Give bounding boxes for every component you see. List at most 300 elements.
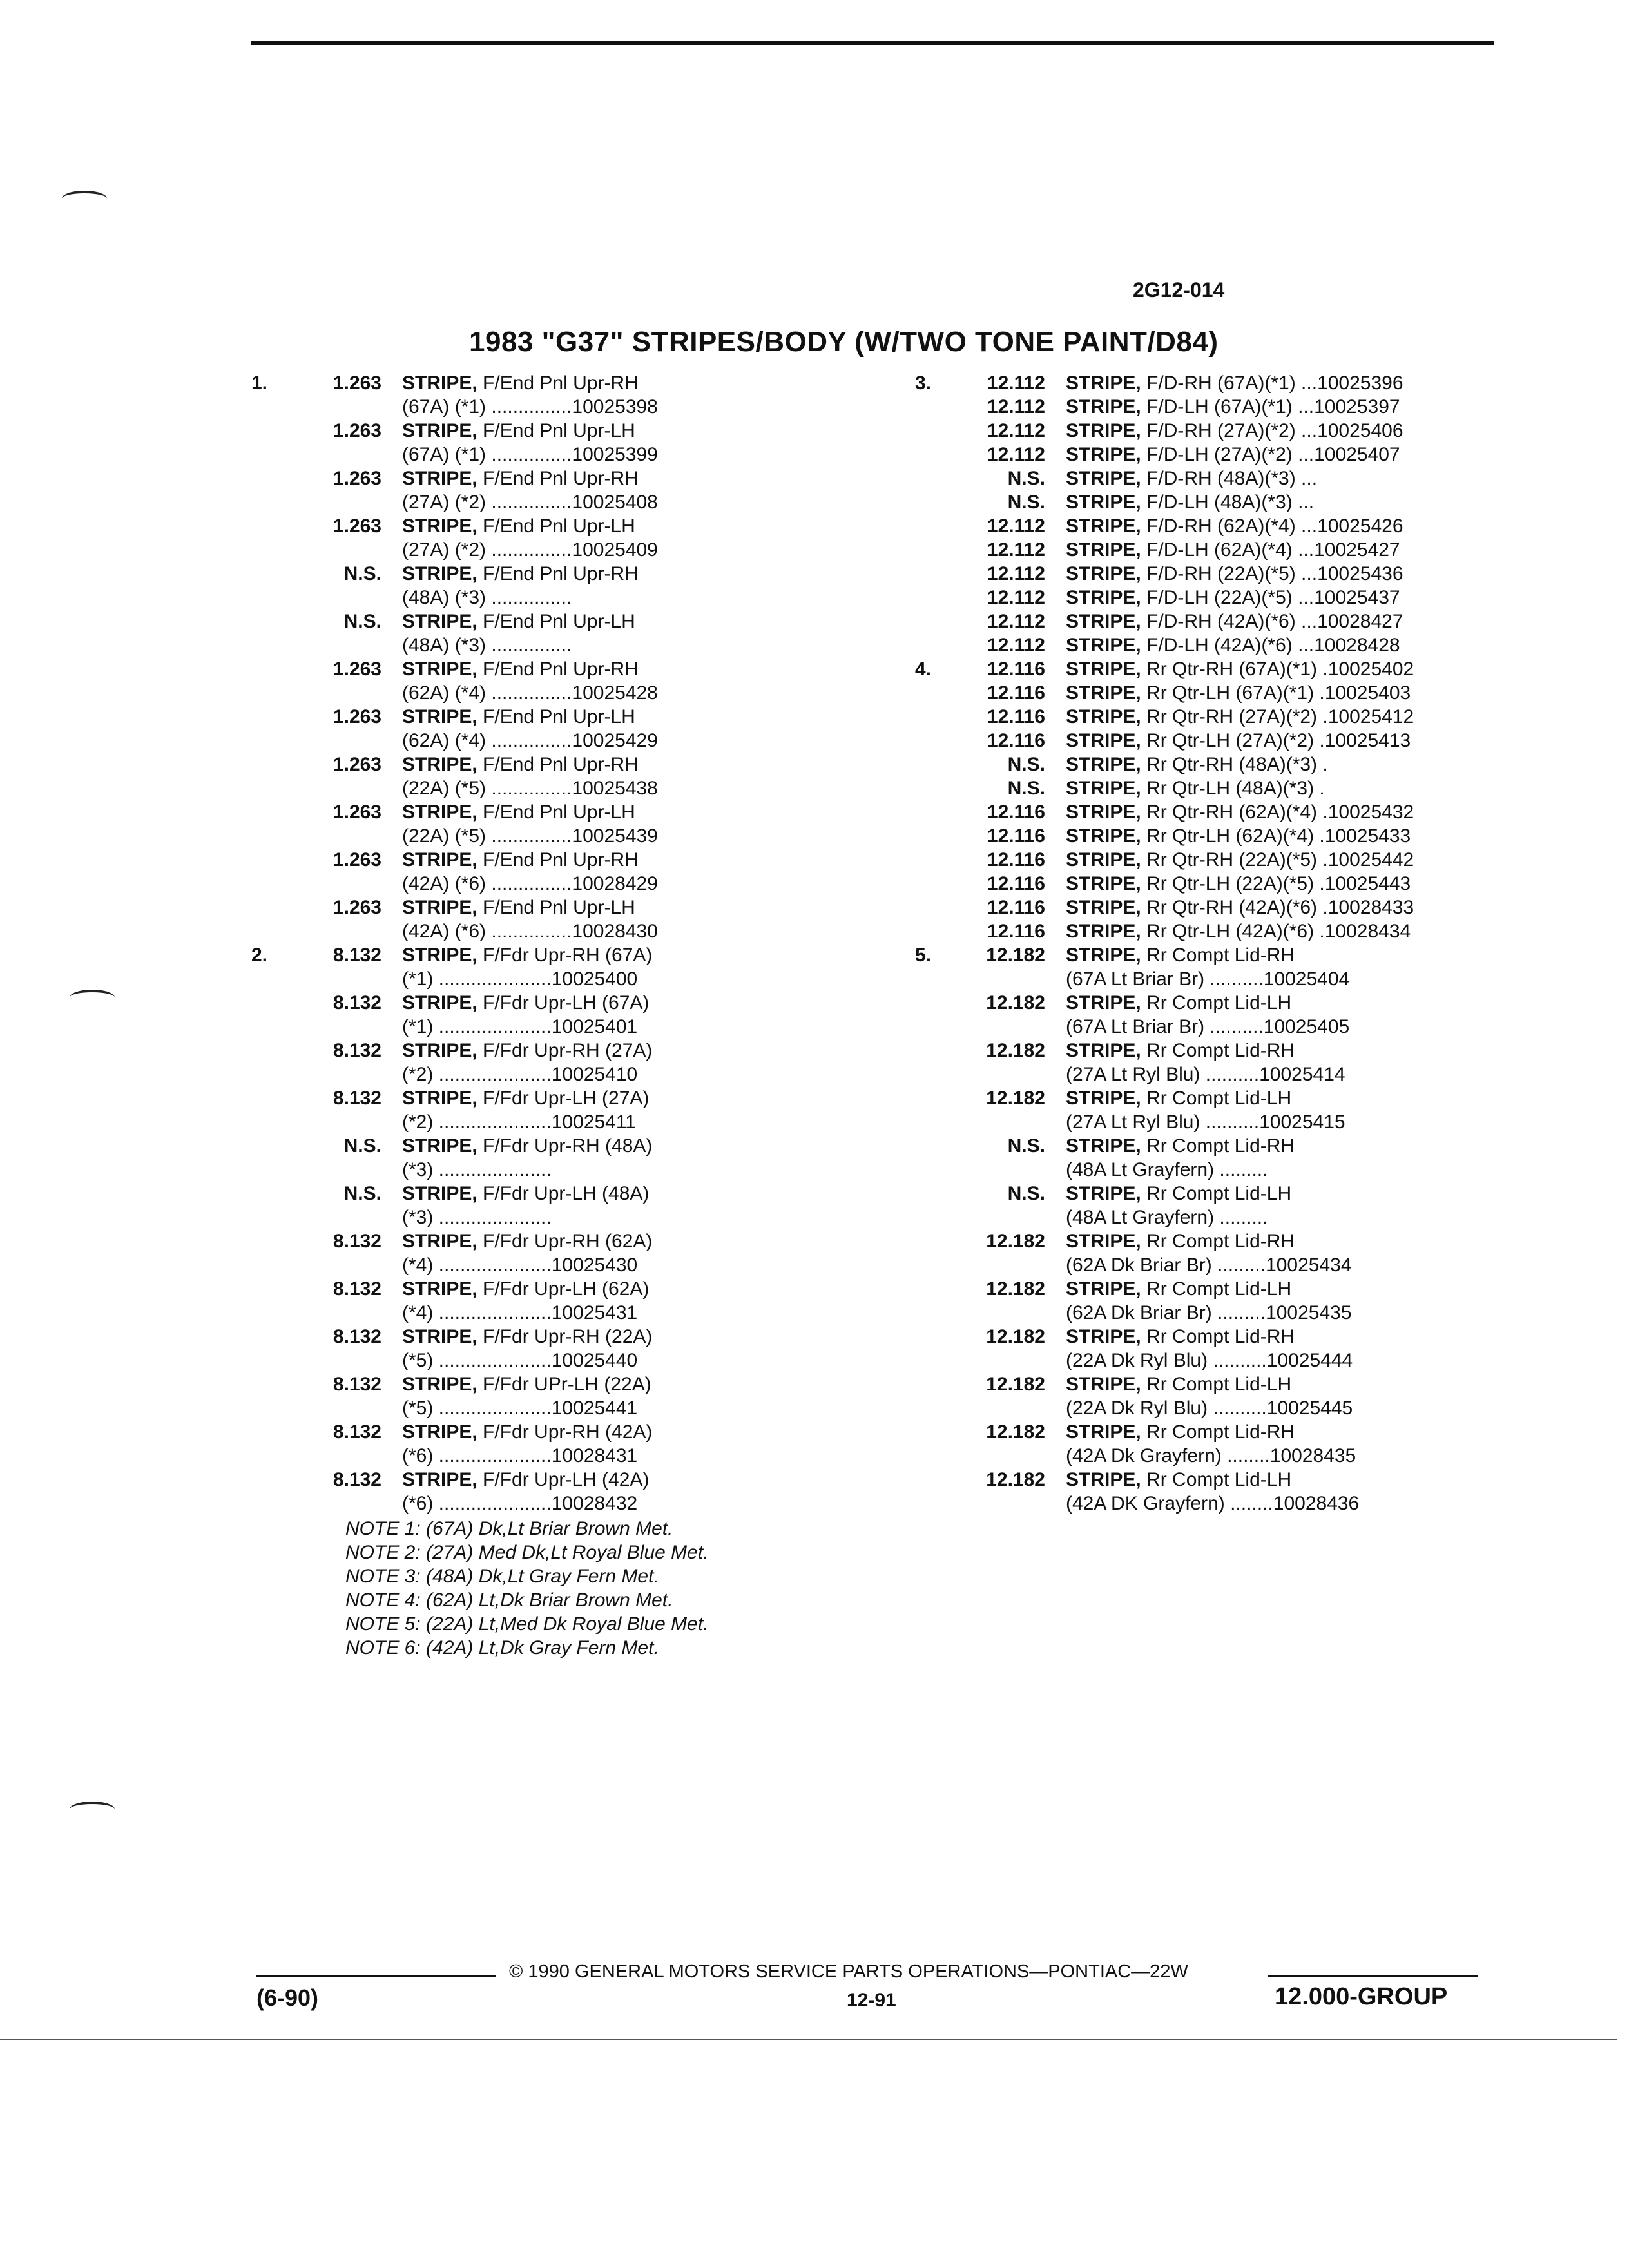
part-number-line: (*6) .....................10028432 <box>402 1493 638 1514</box>
part-name: STRIPE, <box>1066 1183 1141 1204</box>
part-name: STRIPE, <box>402 992 477 1014</box>
part-name: STRIPE, <box>402 1088 477 1109</box>
part-entry <box>915 1325 1527 1372</box>
part-name: STRIPE, <box>1066 539 1141 561</box>
part-name: STRIPE, <box>402 1326 477 1347</box>
callout-number <box>915 1372 956 1420</box>
part-detail: F/Fdr Upr-LH (62A) <box>483 1278 650 1300</box>
callout-number <box>915 443 956 466</box>
part-entry <box>915 1039 1527 1086</box>
part-detail: F/D-LH (27A)(*2) ...10025407 <box>1146 444 1400 465</box>
part-entry <box>251 1134 857 1182</box>
part-description <box>402 657 857 705</box>
part-name: STRIPE, <box>1066 1088 1141 1109</box>
group-code: N.S. <box>343 1135 381 1157</box>
part-name: STRIPE, <box>1066 921 1141 942</box>
part-description <box>1066 824 1527 848</box>
group-code: 12.112 <box>987 635 1045 656</box>
part-number-line: (*3) ..................... <box>402 1159 552 1180</box>
part-description <box>1066 1468 1527 1515</box>
part-name: STRIPE, <box>1066 945 1141 966</box>
part-entry <box>915 1468 1527 1515</box>
part-name: STRIPE, <box>1066 468 1141 489</box>
group-code: N.S. <box>1007 754 1045 775</box>
part-detail: F/End Pnl Upr-LH <box>483 420 635 441</box>
group-code: 12.116 <box>987 682 1045 704</box>
footer-rule-right <box>1268 1975 1478 1977</box>
part-number-line: (62A Dk Briar Br) .........10025435 <box>1066 1302 1352 1323</box>
part-name: STRIPE, <box>1066 658 1141 680</box>
part-entry <box>915 800 1527 824</box>
part-description <box>402 1134 857 1182</box>
part-description <box>1066 872 1527 896</box>
part-entry <box>251 1086 857 1134</box>
callout-number <box>251 514 293 562</box>
part-entry <box>915 848 1527 872</box>
part-entry <box>251 562 857 610</box>
group-code: 12.116 <box>987 897 1045 918</box>
callout-number <box>915 633 956 657</box>
part-detail: F/D-LH (42A)(*6) ...10028428 <box>1146 635 1400 656</box>
part-name: STRIPE, <box>1066 563 1141 584</box>
part-detail: F/Fdr Upr-RH (42A) <box>483 1421 653 1443</box>
part-description <box>402 1039 857 1086</box>
group-code: 8.132 <box>333 1326 381 1347</box>
group-code: 12.112 <box>987 587 1045 608</box>
callout-number: 3. <box>915 372 932 394</box>
part-description <box>402 610 857 657</box>
part-description <box>1066 1134 1527 1182</box>
revision-date: (6-90) <box>256 1984 319 2011</box>
part-description <box>1066 800 1527 824</box>
group-code: 12.182 <box>986 1326 1045 1347</box>
part-detail: F/D-LH (67A)(*1) ...10025397 <box>1146 396 1400 418</box>
part-detail: Rr Compt Lid-LH <box>1146 992 1292 1014</box>
part-description <box>1066 753 1527 776</box>
part-name: STRIPE, <box>402 515 477 537</box>
callout-number: 1. <box>251 372 268 394</box>
part-entry <box>251 1039 857 1086</box>
part-name: STRIPE, <box>402 1469 477 1490</box>
group-code: 12.182 <box>986 1040 1045 1061</box>
part-name: STRIPE, <box>1066 587 1141 608</box>
page-title: 1983 "G37" STRIPES/BODY (W/TWO TONE PAINT/D84) <box>469 326 1219 358</box>
part-name: STRIPE, <box>402 754 477 775</box>
part-name: STRIPE, <box>1066 1326 1141 1347</box>
part-detail: Rr Qtr-RH (42A)(*6) .10028433 <box>1146 897 1414 918</box>
part-number-line: (*4) .....................10025431 <box>402 1302 638 1323</box>
callout-number <box>251 1325 293 1372</box>
part-description <box>1066 633 1527 657</box>
callout-number <box>251 466 293 514</box>
callout-number <box>251 1420 293 1468</box>
part-detail: F/D-RH (27A)(*2) ...10025406 <box>1146 420 1403 441</box>
part-detail: F/End Pnl Upr-RH <box>483 563 639 584</box>
callout-number <box>915 466 956 490</box>
part-name: STRIPE, <box>1066 1421 1141 1443</box>
part-description <box>1066 1086 1527 1134</box>
group-code: 12.182 <box>986 1469 1045 1490</box>
color-note: NOTE 4: (62A) Lt,Dk Briar Brown Met. <box>345 1590 673 1611</box>
group-code: 12.182 <box>986 1278 1045 1300</box>
callout-number <box>251 896 293 943</box>
group-code: 8.132 <box>333 1088 381 1109</box>
part-detail: Rr Qtr-LH (67A)(*1) .10025403 <box>1146 682 1411 704</box>
part-description <box>402 991 857 1039</box>
part-entry <box>251 1182 857 1229</box>
group-code: 12.116 <box>987 658 1045 680</box>
group-code: 12.116 <box>987 730 1045 751</box>
part-description <box>1066 919 1527 943</box>
part-name: STRIPE, <box>1066 897 1141 918</box>
part-name: STRIPE, <box>402 611 477 632</box>
part-entry <box>915 586 1527 610</box>
part-entry <box>915 1372 1527 1420</box>
part-entry <box>915 896 1527 919</box>
part-entry <box>251 1372 857 1420</box>
part-description <box>402 562 857 610</box>
part-description <box>402 1372 857 1420</box>
part-description <box>1066 538 1527 562</box>
group-code: 1.263 <box>333 515 381 537</box>
callout-number <box>915 419 956 443</box>
group-code: N.S. <box>1007 492 1045 513</box>
part-entry <box>915 991 1527 1039</box>
part-entry <box>251 848 857 896</box>
part-entry <box>915 753 1527 776</box>
group-code: 12.116 <box>987 873 1045 894</box>
part-number-line: (22A Dk Ryl Blu) ..........10025445 <box>1066 1398 1353 1419</box>
part-entry <box>251 1277 857 1325</box>
callout-number <box>251 1372 293 1420</box>
part-description <box>402 1420 857 1468</box>
group-code: 12.112 <box>987 444 1045 465</box>
group-code: 12.116 <box>987 802 1045 823</box>
callout-number <box>251 800 293 848</box>
callout-number <box>915 395 956 419</box>
part-name: STRIPE, <box>1066 635 1141 656</box>
part-detail: Rr Qtr-LH (48A)(*3) . <box>1146 778 1325 799</box>
color-note: NOTE 1: (67A) Dk,Lt Briar Brown Met. <box>345 1518 673 1539</box>
part-name: STRIPE, <box>402 1040 477 1061</box>
group-label: 12.000-GROUP <box>1275 1983 1448 2010</box>
group-code: 1.263 <box>333 420 381 441</box>
group-code: 12.112 <box>987 396 1045 418</box>
callout-number: 2. <box>251 945 268 966</box>
part-detail: Rr Compt Lid-RH <box>1146 1040 1295 1061</box>
part-name: STRIPE, <box>402 1374 477 1395</box>
color-notes <box>345 1517 857 1660</box>
part-detail: F/Fdr Upr-LH (48A) <box>483 1183 650 1204</box>
part-name: STRIPE, <box>402 420 477 441</box>
part-description <box>1066 657 1527 681</box>
part-detail: Rr Compt Lid-RH <box>1146 1231 1295 1252</box>
part-number-line: (*6) .....................10028431 <box>402 1445 638 1466</box>
callout-number <box>915 848 956 872</box>
group-code: 1.263 <box>333 849 381 870</box>
part-name: STRIPE, <box>1066 420 1141 441</box>
part-number-line: (48A Lt Grayfern) ......... <box>1066 1159 1268 1180</box>
part-number-line: (*2) .....................10025411 <box>402 1111 636 1133</box>
part-description <box>402 848 857 896</box>
part-description <box>1066 1182 1527 1229</box>
callout-number: 4. <box>915 658 932 680</box>
callout-number <box>915 705 956 729</box>
part-name: STRIPE, <box>402 706 477 727</box>
part-name: STRIPE, <box>1066 849 1141 870</box>
part-number-line: (22A) (*5) ...............10025439 <box>402 825 658 847</box>
part-number-line: (27A) (*2) ...............10025408 <box>402 492 658 513</box>
color-note: NOTE 2: (27A) Med Dk,Lt Royal Blue Met. <box>345 1542 709 1563</box>
group-code: N.S. <box>1007 468 1045 489</box>
group-code: 12.112 <box>987 563 1045 584</box>
part-description <box>402 466 857 514</box>
part-description <box>1066 705 1527 729</box>
part-detail: F/D-RH (48A)(*3) ... <box>1146 468 1318 489</box>
part-detail: Rr Compt Lid-LH <box>1146 1088 1292 1109</box>
part-description <box>402 943 857 991</box>
part-entry <box>915 705 1527 729</box>
part-description <box>1066 562 1527 586</box>
part-number-line: (27A) (*2) ...............10025409 <box>402 539 658 561</box>
part-detail: Rr Qtr-LH (22A)(*5) .10025443 <box>1146 873 1411 894</box>
part-entry <box>915 824 1527 848</box>
callout-number <box>915 991 956 1039</box>
part-detail: F/End Pnl Upr-RH <box>483 754 639 775</box>
callout-number <box>251 1039 293 1086</box>
part-name: STRIPE, <box>402 468 477 489</box>
group-code: 1.263 <box>333 897 381 918</box>
part-name: STRIPE, <box>1066 515 1141 537</box>
copyright-notice: © 1990 GENERAL MOTORS SERVICE PARTS OPERATIONS—PONTIAC—22W <box>509 1961 1188 1982</box>
group-code: 8.132 <box>333 1231 381 1252</box>
part-number-line: (*3) ..................... <box>402 1207 552 1228</box>
part-entry <box>915 610 1527 633</box>
part-number-line: (*2) .....................10025410 <box>402 1064 638 1085</box>
part-detail: F/End Pnl Upr-LH <box>483 611 635 632</box>
callout-number <box>915 824 956 848</box>
group-code: N.S. <box>1007 1183 1045 1204</box>
part-description <box>1066 371 1527 395</box>
part-description <box>402 1325 857 1372</box>
group-code: 12.112 <box>987 515 1045 537</box>
callout-number <box>251 753 293 800</box>
part-number-line: (62A) (*4) ...............10025429 <box>402 730 658 751</box>
group-code: 8.132 <box>333 1374 381 1395</box>
part-detail: Rr Compt Lid-RH <box>1146 1326 1295 1347</box>
part-detail: F/D-LH (48A)(*3) ... <box>1146 492 1315 513</box>
part-entry <box>915 943 1527 991</box>
group-code: N.S. <box>343 1183 381 1204</box>
part-description <box>402 1086 857 1134</box>
group-code: 8.132 <box>333 1421 381 1443</box>
part-detail: F/End Pnl Upr-RH <box>483 658 639 680</box>
group-code: 12.116 <box>987 921 1045 942</box>
part-detail: Rr Compt Lid-RH <box>1146 1421 1295 1443</box>
part-name: STRIPE, <box>402 1183 477 1204</box>
part-detail: F/End Pnl Upr-RH <box>483 468 639 489</box>
part-entry <box>251 466 857 514</box>
part-number-line: (*4) .....................10025430 <box>402 1254 638 1276</box>
part-number-line: (42A DK Grayfern) ........10028436 <box>1066 1493 1360 1514</box>
part-number-line: (22A Dk Ryl Blu) ..........10025444 <box>1066 1350 1353 1371</box>
part-name: STRIPE, <box>1066 825 1141 847</box>
footer-rule-left <box>256 1975 496 1977</box>
group-code: 12.112 <box>987 372 1045 394</box>
callout-number <box>915 729 956 753</box>
part-detail: F/Fdr Upr-LH (27A) <box>483 1088 650 1109</box>
part-number-line: (48A Lt Grayfern) ......... <box>1066 1207 1268 1228</box>
callout-number <box>915 1039 956 1086</box>
callout-number <box>251 1229 293 1277</box>
part-entry <box>915 419 1527 443</box>
group-code: 12.116 <box>987 706 1045 727</box>
part-entry <box>915 514 1527 538</box>
part-detail: F/D-LH (62A)(*4) ...10025427 <box>1146 539 1400 561</box>
group-code: N.S. <box>1007 778 1045 799</box>
callout-number <box>915 681 956 705</box>
callout-number <box>251 1468 293 1515</box>
callout-number <box>915 562 956 586</box>
part-entry <box>915 1182 1527 1229</box>
part-name: STRIPE, <box>1066 873 1141 894</box>
part-name: STRIPE, <box>1066 730 1141 751</box>
part-entry <box>915 371 1527 395</box>
part-description <box>1066 1420 1527 1468</box>
part-description <box>402 1468 857 1515</box>
part-number-line: (42A) (*6) ...............10028430 <box>402 921 658 942</box>
part-name: STRIPE, <box>402 372 477 394</box>
part-description <box>402 753 857 800</box>
part-entry <box>915 633 1527 657</box>
part-detail: F/End Pnl Upr-RH <box>483 372 639 394</box>
part-name: STRIPE, <box>1066 992 1141 1014</box>
part-detail: Rr Qtr-LH (42A)(*6) .10028434 <box>1146 921 1411 942</box>
part-description <box>1066 610 1527 633</box>
group-code: N.S. <box>1007 1135 1045 1157</box>
callout-number <box>915 753 956 776</box>
callout-number <box>251 1134 293 1182</box>
part-detail: F/D-LH (22A)(*5) ...10025437 <box>1146 587 1400 608</box>
part-number-line: (48A) (*3) ............... <box>402 587 572 608</box>
part-detail: F/End Pnl Upr-LH <box>483 897 635 918</box>
part-detail: F/D-RH (67A)(*1) ...10025396 <box>1146 372 1403 394</box>
callout-number <box>915 1277 956 1325</box>
part-detail: Rr Compt Lid-RH <box>1146 945 1295 966</box>
part-description <box>1066 443 1527 466</box>
part-entry <box>915 443 1527 466</box>
part-description <box>1066 896 1527 919</box>
part-description <box>1066 586 1527 610</box>
group-code: N.S. <box>343 611 381 632</box>
part-detail: F/D-RH (42A)(*6) ...10028427 <box>1146 611 1403 632</box>
part-number-line: (67A Lt Briar Br) ..........10025404 <box>1066 968 1350 990</box>
callout-number <box>251 610 293 657</box>
part-number-line: (27A Lt Ryl Blu) ..........10025414 <box>1066 1064 1345 1085</box>
group-code: 8.132 <box>333 1278 381 1300</box>
part-description <box>1066 490 1527 514</box>
part-entry <box>915 919 1527 943</box>
part-name: STRIPE, <box>402 945 477 966</box>
part-description <box>1066 395 1527 419</box>
part-detail: F/End Pnl Upr-LH <box>483 515 635 537</box>
part-entry <box>251 610 857 657</box>
part-detail: F/D-RH (22A)(*5) ...10025436 <box>1146 563 1403 584</box>
part-number-line: (*5) .....................10025440 <box>402 1350 638 1371</box>
part-detail: F/D-RH (62A)(*4) ...10025426 <box>1146 515 1403 537</box>
color-note: NOTE 6: (42A) Lt,Dk Gray Fern Met. <box>345 1637 659 1658</box>
part-entry <box>915 681 1527 705</box>
part-description <box>402 896 857 943</box>
part-entry <box>251 419 857 466</box>
part-detail: Rr Qtr-RH (62A)(*4) .10025432 <box>1146 802 1414 823</box>
part-name: STRIPE, <box>1066 1231 1141 1252</box>
group-code: 12.112 <box>987 539 1045 561</box>
part-entry <box>251 705 857 753</box>
callout-number <box>251 657 293 705</box>
group-code: 12.182 <box>986 1231 1045 1252</box>
callout-number: 5. <box>915 945 932 966</box>
page-reference: 2G12-014 <box>1133 278 1225 302</box>
callout-number <box>915 1182 956 1229</box>
part-detail: Rr Qtr-RH (67A)(*1) .10025402 <box>1146 658 1414 680</box>
part-description <box>402 1277 857 1325</box>
part-detail: F/End Pnl Upr-LH <box>483 706 635 727</box>
callout-number <box>915 1229 956 1277</box>
group-code: 1.263 <box>333 754 381 775</box>
part-name: STRIPE, <box>402 563 477 584</box>
part-number-line: (*5) .....................10025441 <box>402 1398 638 1419</box>
part-name: STRIPE, <box>1066 1135 1141 1157</box>
part-detail: Rr Compt Lid-RH <box>1146 1135 1295 1157</box>
part-description <box>1066 943 1527 991</box>
group-code: 1.263 <box>333 372 381 394</box>
part-name: STRIPE, <box>1066 802 1141 823</box>
color-note: NOTE 5: (22A) Lt,Med Dk Royal Blue Met. <box>345 1613 709 1635</box>
group-code: 12.182 <box>986 992 1045 1014</box>
part-detail: Rr Qtr-RH (27A)(*2) .10025412 <box>1146 706 1414 727</box>
part-name: STRIPE, <box>1066 754 1141 775</box>
part-entry <box>251 514 857 562</box>
part-name: STRIPE, <box>1066 1040 1141 1061</box>
part-description <box>402 1182 857 1229</box>
group-code: 1.263 <box>333 468 381 489</box>
callout-number <box>251 1182 293 1229</box>
group-code: 8.132 <box>333 1469 381 1490</box>
part-entry <box>251 657 857 705</box>
part-entry <box>915 1086 1527 1134</box>
part-description <box>402 419 857 466</box>
part-description <box>1066 1277 1527 1325</box>
part-number-line: (67A) (*1) ...............10025398 <box>402 396 658 418</box>
part-entry <box>915 776 1527 800</box>
callout-number <box>915 538 956 562</box>
part-name: STRIPE, <box>402 802 477 823</box>
part-entry <box>915 729 1527 753</box>
part-entry <box>915 1277 1527 1325</box>
callout-number <box>915 872 956 896</box>
part-name: STRIPE, <box>1066 372 1141 394</box>
part-description <box>1066 991 1527 1039</box>
part-name: STRIPE, <box>1066 706 1141 727</box>
part-detail: F/Fdr Upr-RH (27A) <box>483 1040 653 1061</box>
part-description <box>1066 1372 1527 1420</box>
part-entry <box>251 943 857 991</box>
callout-number <box>251 1277 293 1325</box>
callout-number <box>915 586 956 610</box>
part-detail: Rr Compt Lid-LH <box>1146 1183 1292 1204</box>
part-name: STRIPE, <box>1066 682 1141 704</box>
